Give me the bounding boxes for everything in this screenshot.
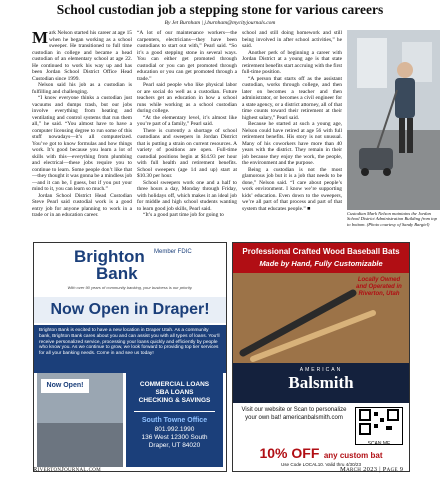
bat-subtitle: Made by Hand, Fully Customizable	[259, 259, 383, 268]
service-item: COMMERCIAL LOANS	[139, 381, 210, 388]
photo-caption: Custodian Mark Nelson maintains the Jordan School District Administration Building from top to bottom. (Photo courtesy of Sandy Bargiel)	[347, 211, 437, 227]
byline: By Jet Burnham | j.burnham@mycityjournals.com	[164, 20, 276, 26]
custodian-photo	[347, 30, 440, 210]
scan-label: SCAN ME	[367, 441, 391, 447]
branch-photo	[37, 373, 123, 467]
branch-name: South Towne Office	[141, 417, 208, 424]
paragraph: “I know everyone thinks a custodian just vacuums and dumps trash, but our jobs involve everything from heating and ventilating and control systems that run them all,” he said. “You almost have to have a computer licensing degree to run some of this stuff nowadays—it’s all computerized. You’ve got to know formulas and how things work. It’s good because you learn a lot of skills with this—everything from plumbing and electrical—these jobs require you to continue to learn. Some people don’t like that—they thought it was gonna be a mindless job—and it can be, I guess, but if you put your mind to it, you can learn so much.”	[32, 95, 132, 192]
bank-name-2: Bank	[96, 264, 138, 283]
bank-tagline: With over 90 years of community banking, your business is our priority.	[67, 285, 193, 290]
article-column-3	[242, 30, 342, 238]
footer-page: March 2023 | Page 9	[340, 466, 404, 473]
bat-cta[interactable]: Visit our website or Scan to personalize your own bat! americanbalsmith.com	[241, 407, 347, 421]
bats-photo	[233, 273, 409, 363]
balsmith-logo	[233, 363, 409, 403]
bank-body-text: Brighton Bank is excited to have a new location in Draper Utah. As a community bank, Brighton Bank cares about you and can assist you with all types of loans. You’ll receive personalized service, processing your loans quickly and efficiently by people who know you. As we continue to grow, we look forward to providing top tier services for all your banking needs. Come in and see us today!	[34, 325, 226, 373]
drop-cap: M	[32, 30, 49, 47]
logo-name: Balsmith	[288, 373, 354, 392]
bank-logo-area	[34, 243, 226, 293]
paragraph: Nelson said his job as a custodian is fulfilling and challenging.	[32, 82, 132, 95]
promo-code: Use Code LOCAL10. Valid thru 4/30/23	[280, 462, 362, 467]
paragraph: Because he started at such a young age, Nelson could have retired at age 56 with full retirement benefits. His story is not unusual. Many of his coworkers have more than 40 years with the district. They remain in their job because they enjoy the work, the people, the environment and the purpose.	[242, 121, 342, 166]
paragraph: “It’s a good part time job for going to	[143, 212, 224, 218]
article-column-1	[32, 30, 132, 238]
paragraph: school and still doing homework and still being involved in after school activities,” he said.	[242, 30, 342, 49]
headline: School custodian job a stepping stone for various careers	[56, 2, 384, 17]
member-fdic: Member FDIC	[154, 249, 192, 255]
paragraph: “At the elementary level, it’s almost like you’re part of a family,” Pearl said.	[137, 114, 237, 127]
branch-address-1: 136 West 12300 South	[141, 434, 208, 441]
discount-sub: any custom bat	[323, 451, 383, 460]
branch-address-2: Draper, UT 84020	[148, 442, 201, 449]
paragraph: School sweepers work one and a half to three hours a day, Monday through Friday, with holidays off, which makes it an ideal job for middle and high school students wanting to learn good job skills, Pearl said.	[137, 179, 237, 212]
logo-top: AMERICAN	[299, 367, 343, 373]
balsmith-ad[interactable]	[232, 242, 410, 472]
footer-site[interactable]: RivertonJournal.com	[33, 466, 101, 473]
paragraph: Pearl said people who like physical labor or are social do well as a custodian. Future teachers get an education in how a school runs while working as a school custodian during college.	[137, 82, 237, 114]
now-open-sign: Now Open!	[41, 379, 89, 393]
paragraph: Being a custodian is not the most glamorous job but it is a job that needs to be done,” Nelson said. “I care about people’s work environment. I know we’re supporting kids’ education. Even down to the sweepers, we’re all part of that process and part of that system that educates people.” ■	[242, 166, 342, 212]
paragraph: “A lot of our maintenance workers—the carpenters, electricians—they have been custodians to start out with,” Pearl said. “So it’s a good stepping stone in several ways. You can either get promoted through custodial or you can get promoted through education or you can get promoted through a trade.”	[137, 30, 237, 82]
paragraph: “A person that starts off as the assistant custodian, works through college, and then later on becomes a teacher and then administrator, or becomes a civil engineer for a state agency, or a district attorney, all of that time counts toward their retirement at their highest salary,” Pearl said.	[242, 75, 342, 121]
brighton-bank-ad[interactable]	[33, 242, 227, 472]
service-item: SBA LOANS	[155, 389, 194, 396]
qr-code[interactable]	[355, 407, 403, 445]
discount	[233, 445, 409, 463]
now-open-headline: Now Open in Draper!	[34, 297, 226, 323]
bat-title: Professional Crafted Wood Baseball Bats	[242, 247, 400, 256]
branch-phone[interactable]: 801.992.1990	[154, 426, 195, 433]
bank-name: Brighton	[74, 247, 145, 266]
service-list	[126, 381, 223, 405]
discount-amount: 10% OFF	[259, 445, 320, 461]
paragraph: Jordan School District Head Custodian Steve Pearl said custodial work is a good entry job for anyone planning to work in a trade or in an education career.	[32, 192, 132, 218]
paragraph: ark Nelson started his career at age 15 when he began working as a school sweeper. He transitioned to full time custodian in college and became a head custodian of an elementary school at age 22. He continued to work his way up and has been Jordan School District Office Head Custodian since 1999.	[32, 30, 132, 82]
service-item: CHECKING & SAVINGS	[138, 397, 211, 404]
bat-banner	[233, 243, 409, 273]
paragraph: Another perk of beginning a career with Jordan District at a young age is that state retirement benefits start accruing with the first full-time position.	[242, 49, 342, 75]
paragraph: There is currently a shortage of school custodians and sweepers in Jordan District that is putting a strain on current resources. A variety of positions are open. Full-time custodial positions begin at $14.93 per hour with full health and retirement benefits. School sweepers (age 14 and up) start at $10.30 per hour.	[137, 127, 237, 179]
article-column-2	[137, 30, 237, 238]
local-badge: Locally Owned and Operated in Riverton, Utah	[356, 277, 402, 297]
